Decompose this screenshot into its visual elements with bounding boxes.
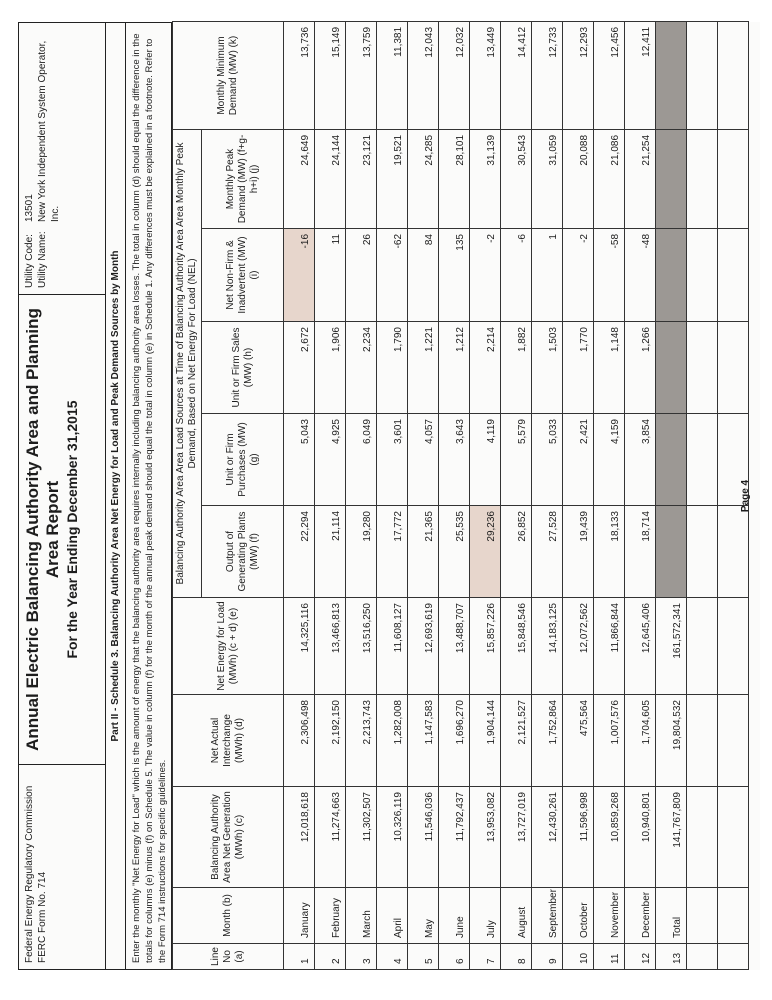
col-header-output-generating: Output of Generating Plants (MW) (f) xyxy=(202,506,284,598)
cell-output xyxy=(656,506,687,598)
cell-purchases: 6,049 xyxy=(346,414,377,506)
report-title-line1: Annual Electric Balancing Authority Area and Planning xyxy=(23,308,42,751)
cell-line: 7 xyxy=(470,944,501,970)
cell-line: 6 xyxy=(439,944,470,970)
cell-net-interchange: 2,306,498 xyxy=(284,695,315,787)
cell-peak-demand: 19,521 xyxy=(377,129,408,228)
cell-non-firm: -6 xyxy=(501,229,532,322)
cell-sales: 1,882 xyxy=(501,322,532,414)
cell-sales: 2,214 xyxy=(470,322,501,414)
cell-month: February xyxy=(315,888,346,944)
cell-sales: 1,790 xyxy=(377,322,408,414)
cell-purchases: 4,159 xyxy=(594,414,625,506)
cell-output: 27,528 xyxy=(532,506,563,598)
cell-net-generation: 13,953,082 xyxy=(470,787,501,888)
col-header-net-interchange: Net Actual Interchange (MWh) (d) xyxy=(173,695,284,787)
cell-minimum-demand: 12,733 xyxy=(532,21,563,129)
table-row xyxy=(439,21,470,969)
table-row xyxy=(501,21,532,969)
cell-output: 25,535 xyxy=(439,506,470,598)
cell-minimum-demand: 13,449 xyxy=(470,21,501,129)
report-year: For the Year Ending December 31,2015 xyxy=(64,400,80,659)
cell-peak-demand xyxy=(656,129,687,228)
cell-minimum-demand: 12,293 xyxy=(563,21,594,129)
col-header-net-energy-for-load: Net Energy for Load (MWh) (c + d) (e) xyxy=(173,598,284,695)
cell-net-interchange: 2,121,527 xyxy=(501,695,532,787)
cell-purchases: 5,579 xyxy=(501,414,532,506)
cell-minimum-demand: 13,736 xyxy=(284,21,315,129)
cell-net-energy-for-load: 14,325,116 xyxy=(284,598,315,695)
cell-net-energy-for-load: 13,488,707 xyxy=(439,598,470,695)
cell-non-firm: 11 xyxy=(315,229,346,322)
utility-code-value: 13501 xyxy=(24,194,35,222)
cell-month: November xyxy=(594,888,625,944)
table-row xyxy=(377,21,408,969)
page-number: Page 4 xyxy=(740,479,751,513)
utility-code-label: Utility Code: xyxy=(24,234,35,288)
cell-peak-demand: 21,086 xyxy=(594,129,625,228)
group-header-load-sources: Balancing Authority Area Area Load Sources at Time of Balancing Authority Area Area Monthly Peak Demand, Based on Net Energy For Load (NEL) xyxy=(173,129,202,597)
cell-peak-demand: 21,254 xyxy=(625,129,656,228)
cell-sales: 1,212 xyxy=(439,322,470,414)
cell-sales: 1,148 xyxy=(594,322,625,414)
cell-net-energy-for-load: 11,866,844 xyxy=(594,598,625,695)
table-row xyxy=(625,21,656,969)
col-header-month: Month (b) xyxy=(173,888,284,944)
cell-non-firm: -48 xyxy=(625,229,656,322)
cell-minimum-demand: 12,456 xyxy=(594,21,625,129)
cell-output: 19,280 xyxy=(346,506,377,598)
cell-peak-demand: 28,101 xyxy=(439,129,470,228)
cell-line: 11 xyxy=(594,944,625,970)
cell-month: June xyxy=(439,888,470,944)
cell-output: 22,294 xyxy=(284,506,315,598)
cell-peak-demand: 24,144 xyxy=(315,129,346,228)
cell-net-energy-for-load: 13,516,250 xyxy=(346,598,377,695)
cell-minimum-demand: 12,032 xyxy=(439,21,470,129)
cell-month: July xyxy=(470,888,501,944)
cell-purchases: 4,057 xyxy=(408,414,439,506)
cell-net-generation: 12,430,261 xyxy=(532,787,563,888)
cell-minimum-demand: 11,381 xyxy=(377,21,408,129)
cell-sales: 2,234 xyxy=(346,322,377,414)
cell-purchases: 4,925 xyxy=(315,414,346,506)
cell-month: April xyxy=(377,888,408,944)
table-row xyxy=(315,21,346,969)
cell-net-interchange: 2,192,150 xyxy=(315,695,346,787)
cell-peak-demand: 20,088 xyxy=(563,129,594,228)
cell-peak-demand: 31,059 xyxy=(532,129,563,228)
cell-sales: 2,672 xyxy=(284,322,315,414)
cell-line: 10 xyxy=(563,944,594,970)
cell-line: 8 xyxy=(501,944,532,970)
cell-purchases xyxy=(656,414,687,506)
cell-net-interchange: 1,704,605 xyxy=(625,695,656,787)
table-row xyxy=(532,21,563,969)
cell-peak-demand: 30,543 xyxy=(501,129,532,228)
part-title: Part II - Schedule 3. Balancing Authority Area Net Energy for Load and Peak Demand Sources by Month xyxy=(106,22,126,970)
cell-output: 18,714 xyxy=(625,506,656,598)
cell-minimum-demand: 12,043 xyxy=(408,21,439,129)
cell-net-generation: 11,274,663 xyxy=(315,787,346,888)
cell-month: January xyxy=(284,888,315,944)
cell-output: 26,852 xyxy=(501,506,532,598)
cell-net-energy-for-load: 12,693,619 xyxy=(408,598,439,695)
table-row xyxy=(408,21,439,969)
cell-purchases: 3,643 xyxy=(439,414,470,506)
col-header-net-generation: Balancing Authority Area Net Generation (MWh) (c) xyxy=(173,787,284,888)
cell-net-energy-for-load: 161,572,341 xyxy=(656,598,687,695)
utility-name-label: Utility Name: xyxy=(37,231,48,288)
cell-sales: 1,770 xyxy=(563,322,594,414)
cell-non-firm: 84 xyxy=(408,229,439,322)
cell-purchases: 4,119 xyxy=(470,414,501,506)
cell-peak-demand: 24,285 xyxy=(408,129,439,228)
cell-net-energy-for-load: 12,645,406 xyxy=(625,598,656,695)
cell-net-energy-for-load: 12,072,562 xyxy=(563,598,594,695)
header-title-block xyxy=(19,294,105,764)
cell-net-energy-for-load: 15,848,546 xyxy=(501,598,532,695)
cell-output: 19,439 xyxy=(563,506,594,598)
cell-month: October xyxy=(563,888,594,944)
cell-sales: 1,906 xyxy=(315,322,346,414)
cell-non-firm: -2 xyxy=(470,229,501,322)
cell-output: 29,236 xyxy=(470,506,501,598)
header-left xyxy=(19,764,105,969)
cell-net-generation: 12,018,618 xyxy=(284,787,315,888)
cell-net-generation: 11,596,998 xyxy=(563,787,594,888)
cell-net-generation: 10,326,119 xyxy=(377,787,408,888)
cell-purchases: 3,854 xyxy=(625,414,656,506)
col-header-peak-demand: Monthly Peak Demand (MW) (f+g-h+i) (j) xyxy=(202,129,284,228)
rotated-form xyxy=(18,22,760,970)
utility-name-value: New York Independent System Operator, Inc. xyxy=(37,40,61,222)
col-header-firm-purchases: Unit or Firm Purchases (MW) (g) xyxy=(202,414,284,506)
cell-non-firm: -2 xyxy=(563,229,594,322)
cell-non-firm: 26 xyxy=(346,229,377,322)
instructions-text: Enter the monthly "Net Energy for Load" which is the amount of energy that the balancing authority area requires internally including balancing authority area losses. The total in column (d) should equal the difference in the totals for columns (e) minus (f) on Schedule 5. The value in column (f) for the month of the annual peak demand should equal the total in column (e) in Schedule 1. Any differences must be explained in a footnote. Refer to the Form 714 instructions for specific guidelines. xyxy=(126,22,172,970)
col-header-firm-sales: Unit or Firm Sales (MW) (h) xyxy=(202,322,284,414)
cell-line: 5 xyxy=(408,944,439,970)
form-number: FERC Form No. 714 xyxy=(37,871,48,963)
table-row xyxy=(563,21,594,969)
cell-net-energy-for-load: 14,183,125 xyxy=(532,598,563,695)
cell-line: 1 xyxy=(284,944,315,970)
cell-month: December xyxy=(625,888,656,944)
cell-month: August xyxy=(501,888,532,944)
cell-minimum-demand: 12,411 xyxy=(625,21,656,129)
cell-non-firm: -16 xyxy=(284,229,315,322)
cell-non-firm: 1 xyxy=(532,229,563,322)
cell-net-generation: 11,302,507 xyxy=(346,787,377,888)
cell-net-energy-for-load: 15,857,226 xyxy=(470,598,501,695)
cell-line: 4 xyxy=(377,944,408,970)
commission-name: Federal Energy Regulatory Commission xyxy=(24,785,35,963)
table-row-blank xyxy=(687,21,718,969)
cell-line: 13 xyxy=(656,944,687,970)
cell-non-firm: 135 xyxy=(439,229,470,322)
header-right xyxy=(19,22,105,294)
cell-output: 18,133 xyxy=(594,506,625,598)
cell-net-energy-for-load: 11,608,127 xyxy=(377,598,408,695)
report-title-line2: Area Report xyxy=(43,480,62,579)
col-header-non-firm: Net Non-Firm & Inadvertent (MW) (i) xyxy=(202,229,284,322)
cell-non-firm xyxy=(656,229,687,322)
cell-net-interchange: 1,007,576 xyxy=(594,695,625,787)
form-header xyxy=(18,22,106,970)
cell-peak-demand: 31,139 xyxy=(470,129,501,228)
cell-net-generation: 11,792,437 xyxy=(439,787,470,888)
cell-line: 2 xyxy=(315,944,346,970)
schedule-table xyxy=(172,21,749,970)
cell-output: 21,365 xyxy=(408,506,439,598)
cell-net-generation: 10,859,268 xyxy=(594,787,625,888)
cell-month: Total xyxy=(656,888,687,944)
cell-peak-demand: 24,649 xyxy=(284,129,315,228)
cell-net-generation: 10,940,801 xyxy=(625,787,656,888)
cell-net-interchange: 1,904,144 xyxy=(470,695,501,787)
cell-month: May xyxy=(408,888,439,944)
cell-month: March xyxy=(346,888,377,944)
cell-sales xyxy=(656,322,687,414)
cell-purchases: 3,601 xyxy=(377,414,408,506)
cell-net-interchange: 475,564 xyxy=(563,695,594,787)
cell-net-generation: 11,546,036 xyxy=(408,787,439,888)
cell-net-interchange: 1,282,008 xyxy=(377,695,408,787)
table-row xyxy=(470,21,501,969)
table-row xyxy=(346,21,377,969)
cell-net-generation: 13,727,019 xyxy=(501,787,532,888)
cell-output: 21,114 xyxy=(315,506,346,598)
cell-sales: 1,503 xyxy=(532,322,563,414)
col-header-line: Line No (a) xyxy=(173,944,284,970)
cell-purchases: 5,033 xyxy=(532,414,563,506)
cell-line: 3 xyxy=(346,944,377,970)
cell-net-interchange: 2,213,743 xyxy=(346,695,377,787)
cell-sales: 1,221 xyxy=(408,322,439,414)
cell-output: 17,772 xyxy=(377,506,408,598)
cell-non-firm: -62 xyxy=(377,229,408,322)
cell-net-energy-for-load: 13,466,813 xyxy=(315,598,346,695)
cell-purchases: 2,421 xyxy=(563,414,594,506)
cell-net-interchange: 1,147,583 xyxy=(408,695,439,787)
cell-non-firm: -58 xyxy=(594,229,625,322)
cell-net-generation: 141,767,809 xyxy=(656,787,687,888)
cell-minimum-demand: 14,412 xyxy=(501,21,532,129)
table-row xyxy=(284,21,315,969)
cell-purchases: 5,043 xyxy=(284,414,315,506)
cell-peak-demand: 23,121 xyxy=(346,129,377,228)
table-row xyxy=(594,21,625,969)
cell-month: September xyxy=(532,888,563,944)
cell-net-interchange: 19,804,532 xyxy=(656,695,687,787)
cell-line: 9 xyxy=(532,944,563,970)
cell-minimum-demand xyxy=(656,21,687,129)
document-page xyxy=(18,22,760,970)
table-row-total xyxy=(656,21,687,969)
cell-net-interchange: 1,752,864 xyxy=(532,695,563,787)
cell-line: 12 xyxy=(625,944,656,970)
cell-minimum-demand: 13,759 xyxy=(346,21,377,129)
col-header-minimum-demand: Monthly Minimum Demand (MW) (k) xyxy=(173,21,284,129)
cell-sales: 1,266 xyxy=(625,322,656,414)
cell-minimum-demand: 15,149 xyxy=(315,21,346,129)
cell-net-interchange: 1,696,270 xyxy=(439,695,470,787)
